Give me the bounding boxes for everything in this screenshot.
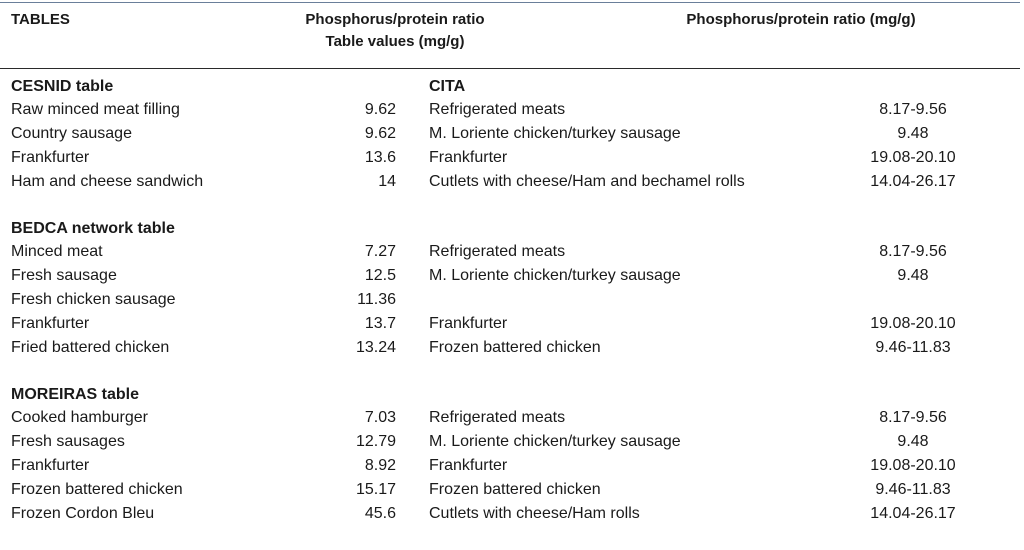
food-name: Frankfurter (11, 315, 90, 332)
table-row (0, 336, 1024, 360)
table-value: 9.62 (364, 125, 396, 142)
table-value: 12.5 (364, 267, 396, 284)
table-row (0, 98, 1024, 122)
reference-food: Frankfurter (429, 315, 508, 332)
food-name: Frankfurter (11, 457, 90, 474)
reference-food: Frankfurter (429, 149, 508, 166)
reference-ratio: 8.17-9.56 (879, 101, 947, 118)
section-reference-title: CITA (429, 78, 466, 95)
section-title: BEDCA network table (11, 220, 175, 237)
header-table-values-line2: Table values (mg/g) (325, 33, 465, 50)
table-value: 13.6 (364, 149, 396, 166)
table-value: 14 (378, 173, 396, 190)
reference-ratio: 9.46-11.83 (875, 339, 951, 356)
section-title: MOREIRAS table (11, 386, 140, 403)
reference-food: M. Loriente chicken/turkey sausage (429, 433, 681, 450)
table-row (0, 454, 1024, 478)
reference-ratio: 9.48 (897, 433, 929, 450)
table-row (0, 288, 1024, 312)
reference-food: Refrigerated meats (429, 409, 566, 426)
food-name: Cooked hamburger (11, 409, 148, 426)
table-value: 11.36 (357, 291, 396, 308)
reference-ratio: 9.48 (897, 125, 929, 142)
reference-ratio: 14.04-26.17 (870, 173, 956, 190)
reference-food: Cutlets with cheese/Ham rolls (429, 505, 640, 522)
table-row (0, 406, 1024, 430)
food-name: Minced meat (11, 243, 103, 260)
reference-ratio: 19.08-20.10 (870, 315, 956, 332)
food-name: Raw minced meat filling (11, 101, 180, 118)
reference-food: Frankfurter (429, 457, 508, 474)
reference-food: Cutlets with cheese/Ham and bechamel rolls (429, 173, 745, 190)
table-value: 13.7 (364, 315, 396, 332)
reference-food: Frozen battered chicken (429, 339, 601, 356)
header-tables: TABLES (11, 11, 70, 28)
section-title: CESNID table (11, 78, 114, 95)
table-row (0, 312, 1024, 336)
header-table-values-line1: Phosphorus/protein ratio (305, 11, 485, 28)
reference-ratio: 9.48 (897, 267, 929, 284)
table-row (0, 240, 1024, 264)
food-name: Fresh chicken sausage (11, 291, 176, 308)
reference-ratio: 8.17-9.56 (879, 409, 947, 426)
table-row (0, 122, 1024, 146)
reference-ratio: 14.04-26.17 (870, 505, 956, 522)
table-value: 7.27 (364, 243, 396, 260)
table-value: 12.79 (355, 433, 396, 450)
table-row (0, 478, 1024, 502)
food-name: Fresh sausages (11, 433, 125, 450)
food-name: Frozen battered chicken (11, 481, 183, 498)
table-row (0, 264, 1024, 288)
table-row (0, 430, 1024, 454)
header-table-values (262, 9, 528, 53)
reference-food: M. Loriente chicken/turkey sausage (429, 267, 681, 284)
food-name: Ham and cheese sandwich (11, 173, 204, 190)
header-ratio: Phosphorus/protein ratio (mg/g) (686, 11, 916, 28)
reference-food: Frozen battered chicken (429, 481, 601, 498)
reference-food: M. Loriente chicken/turkey sausage (429, 125, 681, 142)
table-row (0, 502, 1024, 526)
reference-ratio: 19.08-20.10 (870, 457, 956, 474)
reference-ratio: 19.08-20.10 (870, 149, 956, 166)
table-value: 9.62 (364, 101, 396, 118)
table-value: 8.92 (364, 457, 396, 474)
reference-ratio: 8.17-9.56 (879, 243, 947, 260)
table-value: 7.03 (364, 409, 396, 426)
reference-food: Refrigerated meats (429, 101, 566, 118)
food-name: Frankfurter (11, 149, 90, 166)
table-value: 13.24 (355, 339, 396, 356)
table-row (0, 146, 1024, 170)
reference-food: Refrigerated meats (429, 243, 566, 260)
food-name: Fresh sausage (11, 267, 117, 284)
table-value: 45.6 (364, 505, 396, 522)
reference-ratio: 9.46-11.83 (875, 481, 951, 498)
header-rule (0, 68, 1020, 69)
top-rule (0, 2, 1020, 3)
table-row (0, 170, 1024, 194)
food-name: Fried battered chicken (11, 339, 170, 356)
table-value: 15.17 (355, 481, 396, 498)
food-name: Frozen Cordon Bleu (11, 505, 155, 522)
food-name: Country sausage (11, 125, 132, 142)
